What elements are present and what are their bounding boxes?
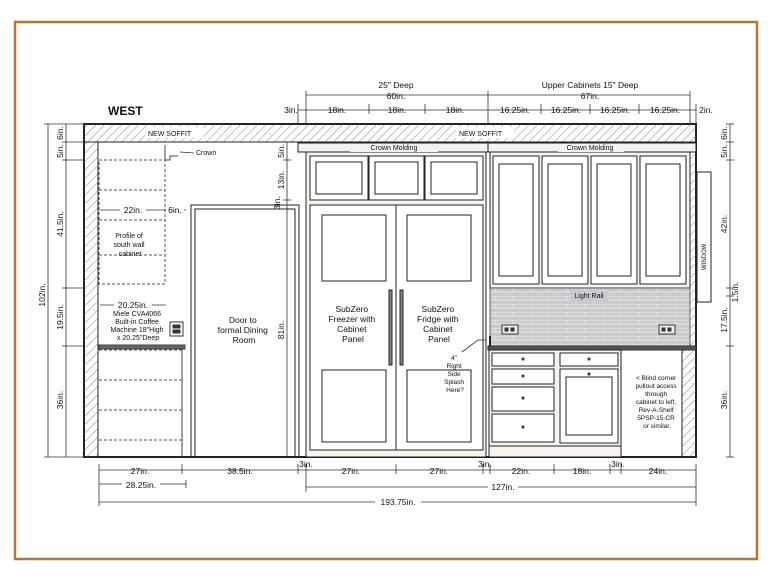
window-label: WINDOW [702,243,708,270]
svg-text:5in.: 5in. [719,144,729,158]
svg-text:16.25in.: 16.25in. [599,105,631,115]
crown-right-label: Crown Molding [566,145,614,152]
svg-text:6in.: 6in. [55,126,65,140]
svg-text:3in.: 3in. [272,196,282,210]
splash-note: 4" Right Side Splash Here? [444,355,465,394]
fridge-label: SubZero Fridge with Cabinet Panel [417,304,459,344]
svg-text:3in.: 3in. [611,459,625,469]
svg-text:36in.: 36in. [719,390,729,410]
soffit-label-left: NEW SOFFIT [148,131,192,138]
svg-text:27in.: 27in. [130,466,150,476]
dim-127: 127in. [491,482,515,492]
svg-text:17.5in.: 17.5in. [719,307,729,333]
crown-center-label: Crown Molding [370,145,418,152]
svg-text:3in.: 3in. [284,105,298,115]
svg-text:42in.: 42in. [719,214,729,234]
dim-upper-label: Upper Cabinets 15" Deep [541,80,639,90]
svg-text:2in.: 2in. [699,105,713,115]
svg-text:5in.: 5in. [55,144,65,158]
svg-text:6in.: 6in. [719,126,729,140]
dim-22: 22in. [123,205,143,215]
svg-text:22in.: 22in. [511,466,531,476]
light-rail-label: Light Rail [574,293,604,300]
svg-text:36in.: 36in. [55,390,65,410]
svg-text:18in.: 18in. [327,105,347,115]
profile-note: Profile of south wall cabinet [113,233,145,258]
door-label: Door to formal Dining Room [217,315,268,345]
crown-left-label: Crown [196,150,217,157]
svg-text:13in.: 13in. [276,170,286,190]
freezer-label: SubZero Freezer with Cabinet Panel [328,304,376,344]
svg-text:81in.: 81in. [276,320,286,340]
miele-note: Miele CVA4066 Built-in Coffee Machine 18"High x 20.25"Deep [110,311,164,342]
upper-cabinets [488,143,696,288]
svg-text:16.25in.: 16.25in. [499,105,531,115]
svg-text:5in.: 5in. [276,144,286,158]
svg-text:38.5in.: 38.5in. [227,466,253,476]
svg-text:24in.: 24in. [648,466,668,476]
svg-text:19.5in.: 19.5in. [55,304,65,330]
dim-28-25: 28.25in. [125,480,157,490]
svg-text:18in.: 18in. [445,105,465,115]
fridge-cabinet [298,143,488,457]
dim-20-25: 20.25in. [117,300,149,310]
dim-60: 60in. [386,91,406,101]
svg-text:3in.: 3in. [478,459,492,469]
blind-corner-note: < Blind corner pullout access through cabinet to left. Rev-A-Shelf 5PSP-15-CR or similar. [635,375,677,430]
svg-text:41.5in.: 41.5in. [55,211,65,237]
dim-102: 102in. [37,283,47,307]
svg-text:16.25in.: 16.25in. [649,105,681,115]
base-cabinets [489,350,621,457]
dim-25-deep: 25" Deep [378,80,414,90]
svg-text:18in.: 18in. [387,105,407,115]
wall-title: WEST [108,104,143,118]
countertop [488,346,696,350]
svg-text:3in.: 3in. [299,459,313,469]
svg-text:27in.: 27in. [341,466,361,476]
dim-6: 6in. [168,205,182,215]
dim-193-75: 193.75in. [380,497,416,507]
svg-text:1.5in.: 1.5in. [730,281,740,303]
window [697,172,711,302]
svg-text:18in.: 18in. [572,466,592,476]
svg-text:16.25in.: 16.25in. [550,105,582,115]
svg-text:27in.: 27in. [429,466,449,476]
dim-67: 67in. [580,91,600,101]
soffit-label-main: NEW SOFFIT [459,131,503,138]
